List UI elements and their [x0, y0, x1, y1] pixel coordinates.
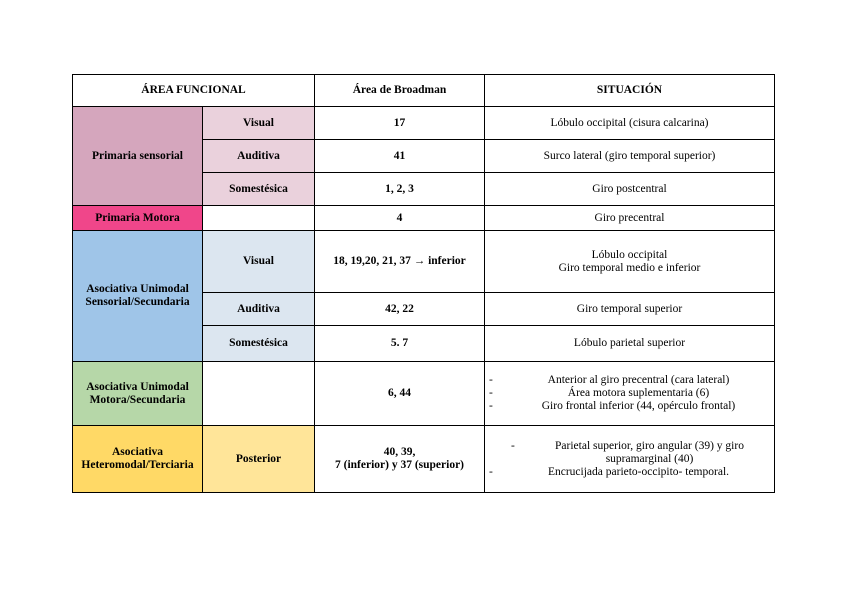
table-row [73, 426, 775, 493]
list-item [489, 440, 770, 466]
label-line: Sensorial/Secundaria [85, 296, 190, 308]
asociativa-motora-label [73, 362, 203, 426]
table-row [73, 362, 775, 426]
functional-areas-table [72, 74, 775, 493]
broadman-cell [315, 426, 485, 493]
list-item: - Área motora suplementaria (6) [489, 387, 770, 400]
broadman-cell: 4 [315, 206, 485, 231]
situacion-line: Lóbulo occipital [591, 248, 668, 261]
list-item-text: Parietal superior, giro angular (39) y giro [555, 439, 744, 452]
list-item: - Giro frontal inferior (44, opérculo frontal) [489, 400, 770, 413]
sub-area-label: Somestésica [203, 173, 315, 206]
sub-area-label: Visual [203, 107, 315, 140]
table-row [73, 206, 775, 231]
sub-area-empty [203, 362, 315, 426]
situacion-cell: Giro postcentral [485, 173, 775, 206]
header-row [73, 75, 775, 107]
asociativa-sensorial-label [73, 231, 203, 362]
list-item: - Encrucijada parieto-occipito- temporal. [489, 466, 770, 479]
label-line: Asociativa Unimodal [86, 283, 189, 295]
sub-area-label: Somestésica [203, 326, 315, 362]
header-broadman: Área de Broadman [315, 75, 485, 107]
header-situacion: SITUACIÓN [485, 75, 775, 107]
primaria-motora-label: Primaria Motora [73, 206, 203, 231]
sub-area-label: Auditiva [203, 140, 315, 173]
situacion-cell: Lóbulo parietal superior [485, 326, 775, 362]
situacion-cell: Giro precentral [485, 206, 775, 231]
situacion-list [485, 362, 775, 426]
situacion-cell: Lóbulo occipital (cisura calcarina) [485, 107, 775, 140]
broadman-cell: 6, 44 [315, 362, 485, 426]
sub-area-label: Visual [203, 231, 315, 293]
asociativa-heteromodal-label [73, 426, 203, 493]
broadman-cell: 17 [315, 107, 485, 140]
label-line: Asociativa [111, 446, 164, 458]
table-row [73, 107, 775, 140]
table-row [73, 231, 775, 293]
header-area-funcional: ÁREA FUNCIONAL [73, 75, 315, 107]
list-item-text: supramarginal (40) [605, 452, 694, 465]
label-line: Motora/Secundaria [89, 393, 186, 406]
sub-area-label: Auditiva [203, 293, 315, 326]
broadman-cell: 5. 7 [315, 326, 485, 362]
primaria-sensorial-label: Primaria sensorial [73, 107, 203, 206]
broadman-cell: 41 [315, 140, 485, 173]
situacion-line: Giro temporal medio e inferior [558, 261, 701, 274]
situacion-cell: Giro temporal superior [485, 293, 775, 326]
broadman-cell: 1, 2, 3 [315, 173, 485, 206]
sub-area-label: Posterior [203, 426, 315, 493]
broadman-cell: 18, 19,20, 21, 37 → inferior [315, 231, 485, 293]
situacion-list [485, 426, 775, 493]
list-item: - Anterior al giro precentral (cara lateral) [489, 374, 770, 387]
broadman-cell: 42, 22 [315, 293, 485, 326]
label-line: Asociativa Unimodal [86, 380, 189, 393]
situacion-cell: Surco lateral (giro temporal superior) [485, 140, 775, 173]
sub-area-empty [203, 206, 315, 231]
broadman-line: 40, 39, [383, 446, 416, 458]
label-line: Heteromodal/Terciaria [81, 459, 194, 471]
situacion-cell [485, 231, 775, 293]
broadman-line: 7 (inferior) y 37 (superior) [334, 459, 465, 471]
